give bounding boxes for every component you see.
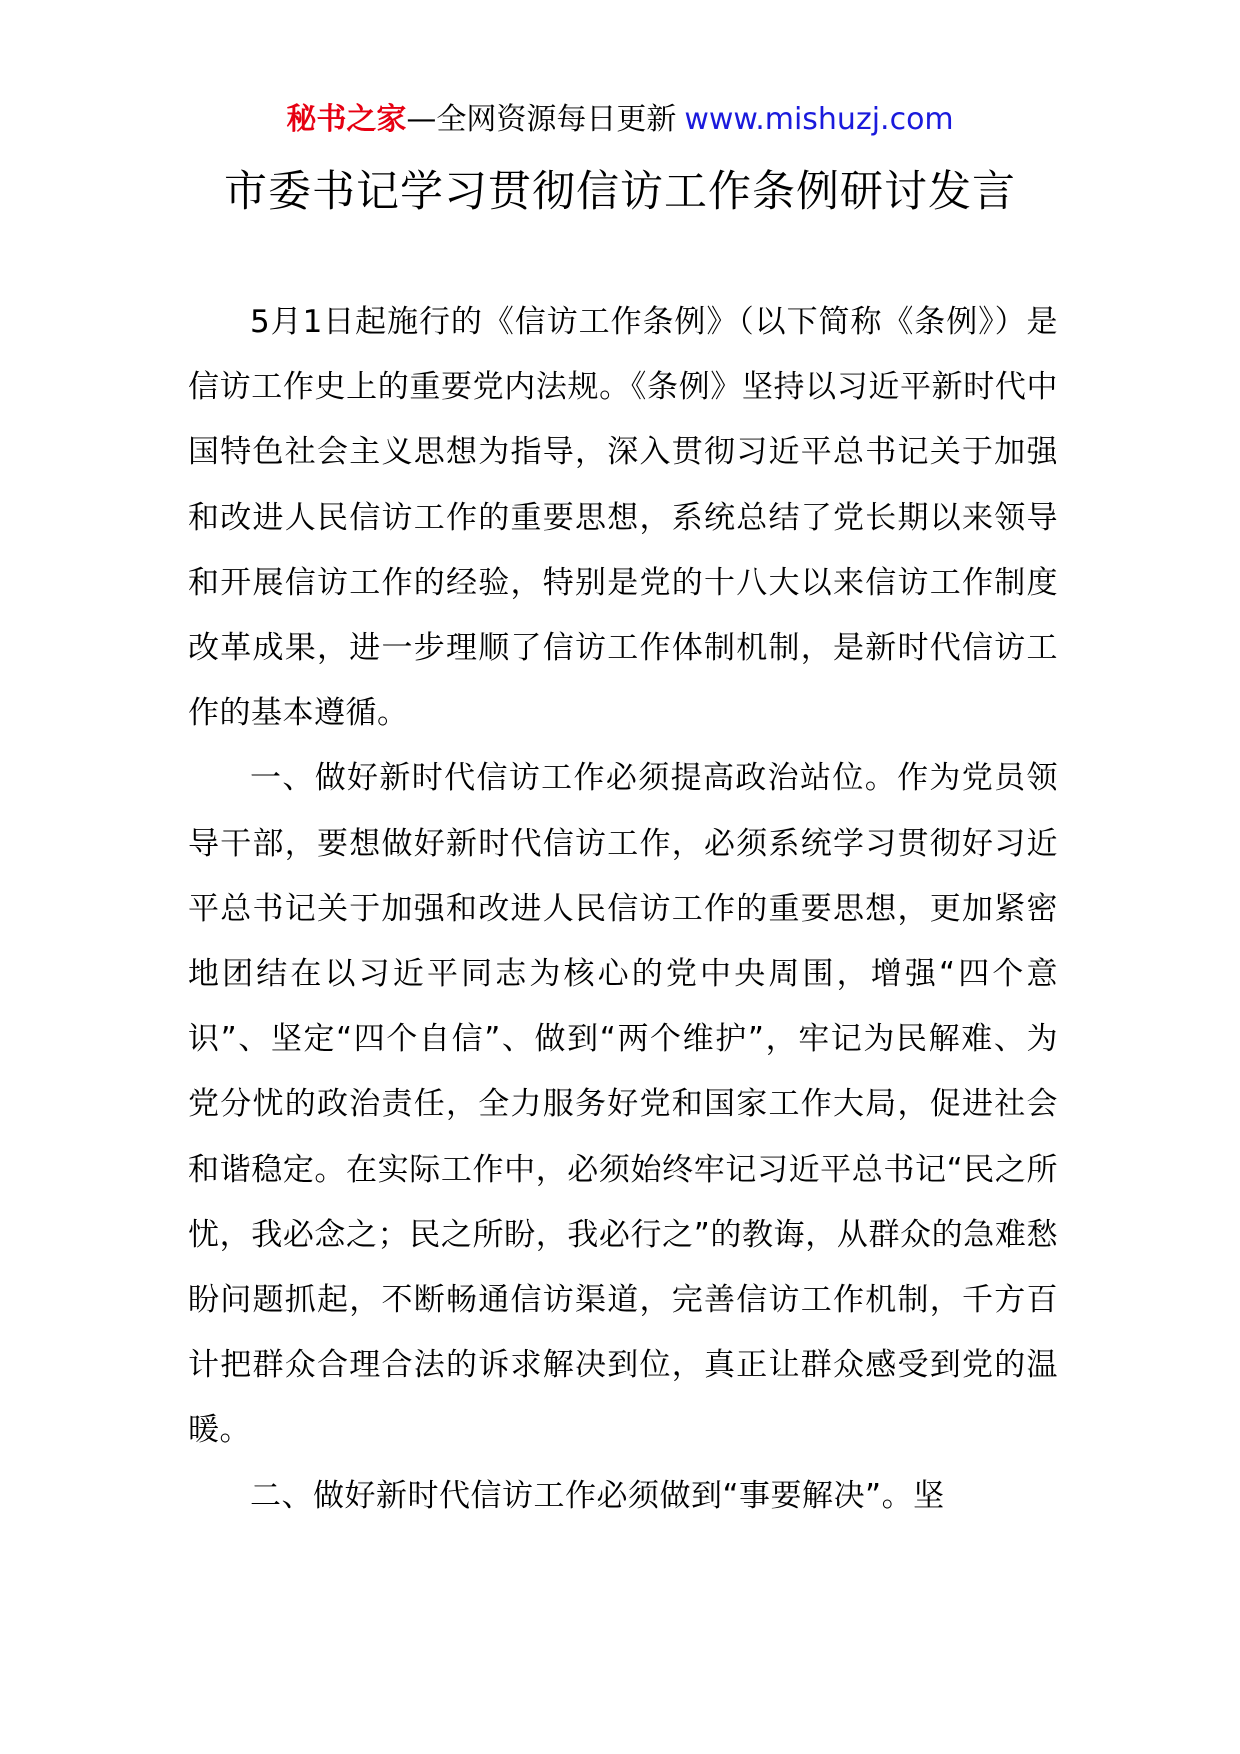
site-header bbox=[0, 98, 1240, 142]
brand-name: 秘书之家 bbox=[286, 102, 407, 137]
document-body bbox=[188, 290, 1058, 1529]
header-tagline: —全网资源每日更新 bbox=[406, 102, 677, 137]
document-title: 市委书记学习贯彻信访工作条例研讨发言 bbox=[224, 167, 1016, 217]
site-url-link[interactable]: www.mishuzj.com bbox=[684, 102, 954, 137]
paragraph-section-one: 一、做好新时代信访工作必须提高政治站位。作为党员领导干部，要想做好新时代信访工作，必须系统学习贯彻好习近平总书记关于加强和改进人民信访工作的重要思想，更加紧密地团结在以习近平同志为核心的党中央周围，增强“四个意识”、坚定“四个自信”、做到“两个维护”，牢记为民解难、为党分忧的政治责任，全力服务好党和国家工作大局，促进社会和谐稳定。在实际工作中，必须始终牢记习近平总书记“民之所忧，我必念之；民之所盼，我必行之”的教诲，从群众的急难愁盼问题抓起，不断畅通信访渠道，完善信访工作机制，千方百计把群众合理合法的诉求解决到位，真正让群众感受到党的温暖。 bbox=[188, 760, 1058, 1449]
paragraph-section-two: 二、做好新时代信访工作必须做到“事要解决”。坚 bbox=[250, 1477, 945, 1514]
paragraph-intro: 5月1日起施行的《信访工作条例》（以下简称《条例》）是信访工作史上的重要党内法规。《条例》坚持以习近平新时代中国特色社会主义思想为指导，深入贯彻习近平总书记关于加强和改进人民信访工作的重要思想，系统总结了党长期以来领导和开展信访工作的经验，特别是党的十八大以来信访工作制度改革成果，进一步理顺了信访工作体制机制，是新时代信访工作的基本遵循。 bbox=[188, 304, 1058, 732]
